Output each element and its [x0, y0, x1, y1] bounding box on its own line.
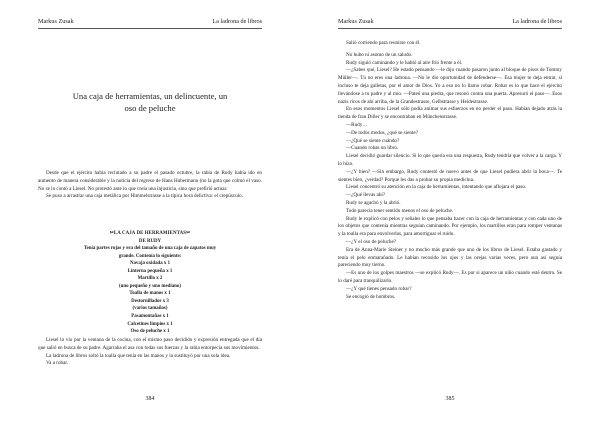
paragraph: Era de Anna-Marie Steiner y no mucho más grande que uno de los libros de Liesel. Estaba gastado y tenía el pelo enmarañado. Le habían recosido los ojos y las orejas varias veces, pero aun así seguía pareciendo muy tierno. [338, 246, 562, 269]
header-book-title: La ladrona de libros [512, 18, 562, 25]
list-item: Calcetines limpios x 1 [127, 321, 173, 327]
paragraph: —¿Y bien? —Sin embargo, Rudy contestó de nuevo antes de que Liesel pudiera abrir la boca—. Te sientes bien, ¿verdad? Porque les das a probar su propia medicina. [338, 168, 562, 183]
paragraph: —De todos modos, ¿qué se siente? [346, 129, 418, 136]
list-line: Tenía partes rojas y era del tamaño de una caja de zapatos muy [83, 246, 217, 252]
header-author: Markus Zusak [38, 18, 74, 25]
list-item: Linterna pequeña x 1 [127, 268, 173, 274]
paragraph: —¿Sabes qué, Liesel? He estado pensando —le dijo cuando pasaron junto al bloque de pisos de Tommy Müller—. Tú no eres una ladrona. —No le dio oportunidad de defenderse—. Esa mujer te deja entrar, si incluso te deja galletas, por el amor de Dios. Yo a eso no lo llamo robar. Robar es lo que hace el ejército llevándose a tu padre y al mío. —Pateó una piedra, que resonó contra una puerta. Apresuró el paso—. Esos nazis ricos de ahí arriba, de la Grandestrasse, Gelbstrasse y Heidestrasse. [338, 67, 562, 105]
paragraph: —Cuando robas un libro. [346, 145, 399, 152]
paragraph: Todo parecía tener sentido menos el oso de peluche. [346, 207, 454, 214]
paragraph: Se encogió de hombros. [346, 293, 396, 300]
list-line: grande. Contenía lo siguiente: [118, 253, 182, 259]
list-item: Toalla de manos x 1 [129, 291, 171, 297]
chapter-title: Una caja de herramientas, un delincuente, un oso de peluche [72, 91, 228, 113]
paragraph: Salió corriendo para reunirse con él. [346, 40, 421, 46]
list-line: DE RUDY [138, 238, 162, 244]
paragraph: Liesel decidió guardar silencio. Si lo que quería era una respuesta, Rudy tendría que volver a la carga. Y lo hizo. [338, 153, 562, 167]
paragraph: No hubo ni asomo de un saludo. [346, 51, 413, 58]
paragraph: Rudy siguió caminando y le habló al aire frío frente a él. [346, 59, 463, 66]
right-page [300, 0, 600, 424]
paragraph: —¿Y el oso de peluche? [346, 238, 397, 245]
paragraph: —Es uno de los golpes maestros —se explicó Rudy—. Es por si aparece un niño cuando esté dentro. Se lo daré para tranquilizarlo. [338, 270, 562, 284]
paragraph: La ladrona de libros soltó la toalla que tenía en las manos y la sustituyó por una sola idea. [46, 352, 231, 359]
paragraph: Se puso a arrastrar una caja metálica por Himmelstrasse a la típica hora delictiva: el crepúsculo. [46, 193, 243, 200]
list-item: (varios tamaños) [132, 306, 168, 312]
list-item: (uno pequeño y uno mediano) [119, 283, 181, 289]
list-item: Destornillador x 3 [131, 298, 169, 304]
running-header [338, 17, 562, 29]
running-header [38, 17, 262, 29]
paragraph: —¿Qué llevas ahí? [346, 192, 386, 199]
page-number: 385 [445, 396, 455, 402]
paragraph: —¿Qué se siente cuándo? [346, 137, 400, 144]
paragraph: Desde que el ejército había reclutado a su padre el pasado octubre, la rabia de Rudy había ido en aumento de manera considerable y la noticia del regreso de Hans Hubermann (no la gota que colmó el vaso. No se lo contó a Liesel. No protestó ante lo que creía una injusticia, sino que prefirió actuar. [38, 170, 262, 192]
body-text [338, 40, 562, 301]
paragraph: Va a robar. [46, 360, 69, 367]
body-text-top [38, 170, 262, 201]
page-number: 384 [145, 396, 155, 402]
toolbox-list [60, 230, 240, 336]
paragraph: Rudy le explicó con pelos y señales lo que pensaba hacer con la caja de herramientas y con cada uno de los objetos que contenía mientras seguían caminando. Por ejemplo, los martillos eran para romper ventanas y la toalla era para envolverlas, para amortiguar el ruido. [338, 215, 562, 238]
paragraph: —Rudy… [346, 121, 368, 128]
paragraph: En esos momentos Liesel sólo podía animar sus esfuerzos en no perder el paso. Habían dejado atrás la tienda de frau Diller y se encontraban en Münchenstrasse. [338, 106, 562, 121]
paragraph: —¿Y qué tienes pensado robar? [346, 285, 412, 292]
header-author: Markus Zusak [338, 18, 374, 25]
list-heading: ✂LA CAJA DE HERRAMIENTAS✂ [109, 231, 191, 236]
paragraph: Liesel lo vio por la ventana de la cocina, con el mismo paso decidido y expresión entregada que el día que salió en busca de su padre. Agarraba el asa con todas sus fuerzas y la rabia entorpecía sus movimientos. [38, 337, 262, 351]
list-item: Navaja oxidada x 1 [129, 261, 171, 267]
header-book-title: La ladrona de libros [212, 18, 262, 25]
list-item: Oso de peluche x 1 [130, 329, 170, 335]
list-item: Martillo x 2 [137, 276, 163, 282]
list-item: Pasamontañas x 1 [131, 314, 169, 320]
paragraph: Liesel concentró su atención en la caja de herramientas, intentando que aflojara el paso. [346, 184, 527, 191]
paragraph: Rudy se agachó y la abrió. [346, 199, 401, 206]
body-text-bottom [38, 337, 262, 368]
